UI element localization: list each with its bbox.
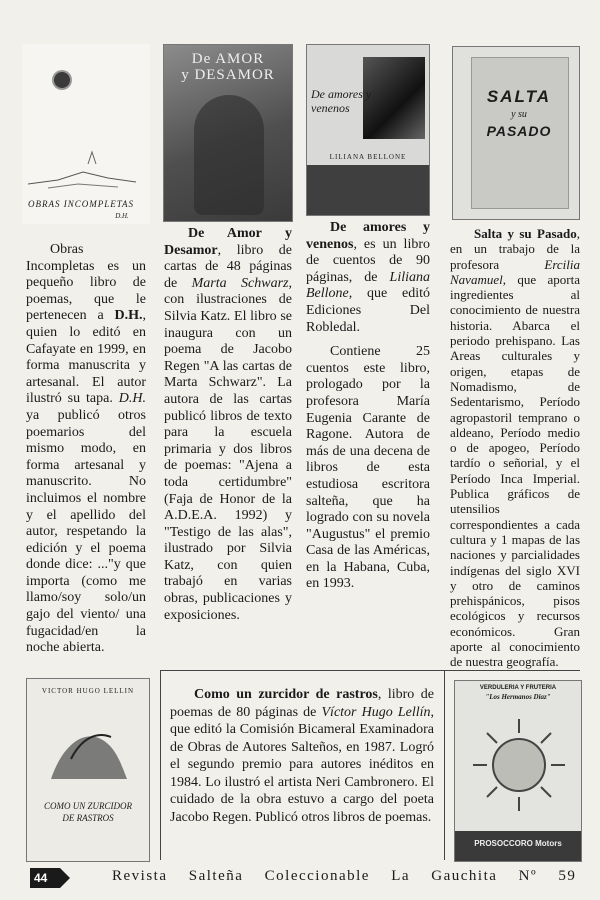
zurcidor-title: Como un zurcidor de rastros — [194, 687, 378, 702]
obras-author: D.H. — [114, 308, 143, 324]
amor-text-2: , con ilustraciones de Silvia Katz. El libro se inaugura con un poema de Jacobo Regen "A las cartas de Marta Schwarz". La autora de las cartas publicó libros de texto para la escuela primaria y dos libros de poemas: "Ajena a toda certidumbre" (Faja de Honor de la A.D.E.A. 1992) y "Testigo de las alas", ilustrado por Silvia Katz, con quien trabajó en varias obras, publicaciones y exposiciones. — [164, 275, 293, 623]
venenos-text-3: Contiene 25 cuentos este libro, prologado por la profesora María Eugenia Carante de Ragone. Autora de más de una decena de libros de esta estudiosa escritora salteña, que ha logrado con su novela "Augustus" el premio Casa de las Américas, en la Habana, Cuba, en 1993. — [306, 344, 430, 592]
cover-como-un-zurcidor — [26, 678, 150, 862]
ad-line1: VERDULERIA Y FRUTERIA — [479, 685, 557, 691]
page-footer — [30, 866, 590, 892]
obras-author-2: D.H. — [118, 391, 146, 407]
salta-text-2: , que aporta ingredientes al conocimiento de nuestra historia. Abarca el periodo prehispano. Las Areas culturales y origen, etapas de Nomadismo, de Sedentarismo, Período agropastoril temprano o aldeano, Período medio o de apogeo, Período tardío o señorial, y el Período Inca Imperial. Publica gráficos de utensilios correspondientes a cada cultura y 1 mapas de las naciones y parcialidades indígenas del siglo XVI y otro de caminos prehispánicos, pisos ecológicos y recursos económicos. Gran aporte al conocimiento de nuestra geografía. — [450, 271, 580, 670]
amor-author: Marta Schwarz — [191, 275, 289, 291]
column-de-amores-y-venenos — [306, 220, 430, 593]
cover-de-amores-y-venenos — [306, 44, 430, 216]
cover-title-line1: De AMOR — [191, 51, 265, 67]
advertisement-verduleria — [454, 680, 582, 862]
cover-salta-y-su-pasado — [452, 46, 580, 220]
cover-title-line1: SALTA — [486, 87, 552, 106]
sun-illustration — [473, 715, 565, 815]
landscape-illustration — [28, 144, 138, 194]
salta-title: Salta y su Pasado — [474, 226, 577, 241]
obras-lead: Obras Incompletas es un pequeño libro de poemas, que le pertenecen a — [26, 242, 146, 324]
figure-illustration — [41, 709, 137, 789]
venenos-title: De amores y venenos — [306, 220, 430, 252]
footer-publication: Revista Salteña Coleccionable La Gauchita Nº 59 — [112, 868, 577, 884]
salta-text-1: , en un trabajo de la profesora — [450, 226, 580, 272]
ad-brand: PROSOCCORO Motors — [474, 839, 562, 848]
cover-title-line3: PASADO — [486, 123, 552, 139]
amor-text-1: , libro de cartas de 48 páginas de — [164, 242, 292, 291]
column-obras-incompletas — [26, 242, 146, 657]
cover-title-line1: COMO UN ZURCIDOR — [43, 801, 132, 811]
divider-right — [444, 670, 445, 860]
page-number: 44 — [30, 868, 60, 888]
venenos-text-2: , que editó Ediciones Del Robledal. — [306, 286, 430, 335]
cover-title-line2: DE RASTROS — [62, 813, 114, 823]
zurcidor-author: Víctor Hugo Lellín — [321, 704, 431, 720]
obras-text-1: , quien lo editó en Cafayate en 1999, en forma manuscrita y artesanal. El autor ilustró su tapa. — [26, 308, 146, 407]
sun-icon — [54, 72, 70, 88]
cover-de-amor-y-desamor — [163, 44, 293, 222]
cover-title-line2: y su — [511, 109, 527, 120]
figure-illustration — [194, 95, 264, 215]
salta-author: Ercilia Navamuel — [450, 256, 580, 287]
cover-obras-incompletas — [22, 44, 150, 224]
column-salta-y-su-pasado — [450, 226, 580, 670]
article-como-un-zurcidor — [170, 686, 434, 826]
amor-title: De Amor y Desamor — [164, 226, 292, 258]
zurcidor-text-2: , que editó la Comisión Bicameral Examinadora de Obras de Autores Salteños, en 1987. Logró el segundo premio para autores inéditos en 1984. Lo ilustró el artista Neri Cambronero. El cuidado de la obra estuvo a cargo del poeta Jacobo Regen. Publicó otros libros de poemas. — [170, 704, 434, 825]
cover-author: VICTOR HUGO LELLIN — [41, 687, 135, 695]
cover-title: OBRAS INCOMPLETAS — [27, 199, 135, 209]
ad-line2: "Los Hermanos Diaz" — [485, 693, 551, 701]
zurcidor-text-1: , libro de poemas de 80 páginas de — [170, 687, 434, 720]
divider-left — [160, 670, 161, 860]
venenos-author: Liliana Bellone — [306, 269, 431, 302]
cover-author-mark: D.H. — [115, 212, 129, 220]
cover-author: LILIANA BELLONE — [329, 153, 407, 161]
obras-text-2: ya publicó otros poemarios del mismo modo, en forma artesanal y manuscrito. No incluimos el nombre y el apellido del autor, respetando la edición y el poema donde dice: ..."y que importa (como me llamo/soy solo/un gajo del viento/ una fugacidad/en la noche abierta. — [26, 407, 146, 656]
cover-title-line2: y DESAMOR — [181, 67, 275, 83]
venenos-text-1: , es un libro de cuentos de 90 páginas, de — [306, 236, 430, 285]
divider-top — [160, 670, 580, 671]
column-de-amor-y-desamor — [164, 226, 292, 624]
cover-title: De amores y venenos — [311, 87, 372, 115]
cover-bottom-band — [307, 165, 429, 215]
